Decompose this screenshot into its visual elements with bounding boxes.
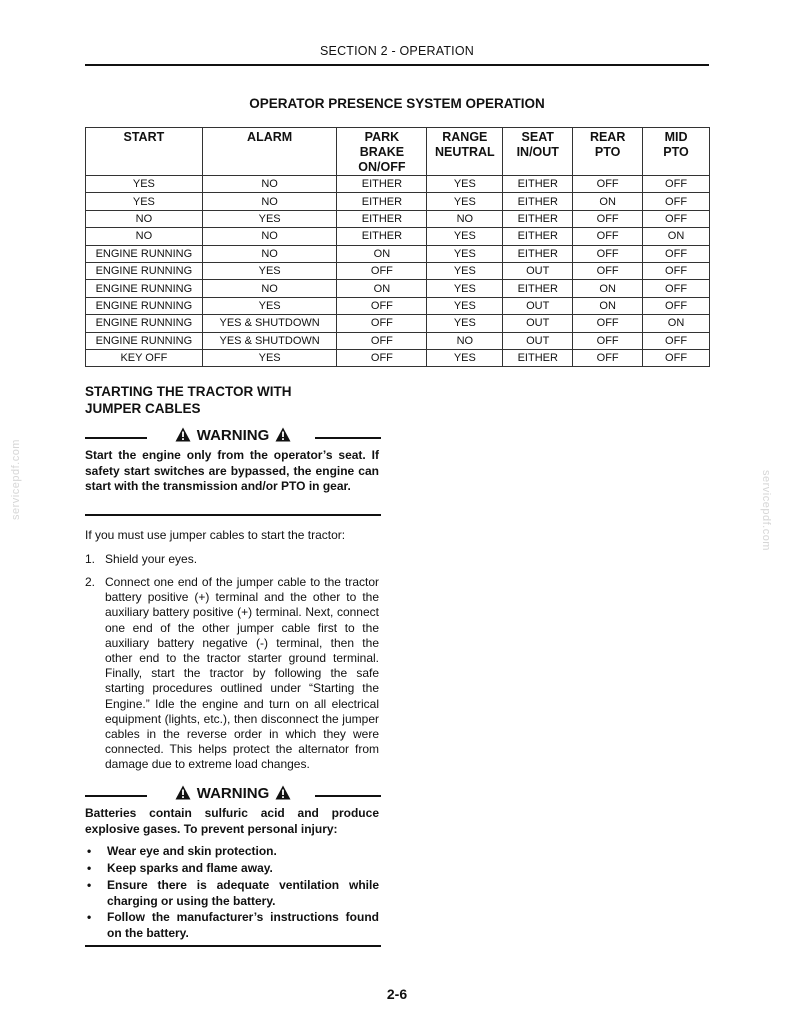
- column-header: [503, 128, 573, 176]
- warning-label: WARNING: [196, 785, 270, 802]
- table-cell: ON: [337, 245, 427, 262]
- table-cell: OFF: [643, 332, 710, 349]
- step-text: Connect one end of the jumper cable to the tractor battery positive (+) terminal and the other to the auxiliary battery positive (+) terminal. Next, connect one end of the other jumper cable first to the auxiliary battery negative (-) terminal, then the other end to the tractor starter ground terminal. Finally, start the tractor by following the safe starting procedures outlined under “Starting the Engine.” Idle the engine and turn on all electrical equipment (lights, etc.), then disconnect the jumper cables in the reverse order in which they were connected. This helps protect the alternator from damage due to extreme load changes.: [105, 575, 379, 772]
- step-text: Shield your eyes.: [105, 552, 198, 566]
- table-cell: OUT: [503, 297, 573, 314]
- column-header-line: ON/OFF: [358, 160, 406, 174]
- table-cell: ENGINE RUNNING: [86, 280, 203, 297]
- table-cell: NO: [86, 228, 203, 245]
- table-cell: YES: [202, 262, 337, 279]
- column-header-line: REAR: [589, 130, 626, 144]
- table-cell: EITHER: [503, 193, 573, 210]
- page-number: 2-6: [386, 986, 408, 1002]
- table-cell: ON: [643, 315, 710, 332]
- table-body: [86, 176, 710, 367]
- warning-triangle-icon: [275, 785, 291, 800]
- warning-triangle-icon: [175, 427, 191, 442]
- table-cell: OFF: [643, 176, 710, 193]
- table-cell: ON: [573, 193, 643, 210]
- table-cell: EITHER: [337, 228, 427, 245]
- table-cell: OFF: [643, 210, 710, 227]
- table-cell: OFF: [573, 262, 643, 279]
- warning-text-1: Start the engine only from the operator’s seat. If safety start switches are bypassed, the engine can start with the transmission and/or PTO in gear.: [85, 448, 379, 493]
- bullet-item: • Wear eye and skin protection.: [85, 844, 379, 860]
- table-cell: EITHER: [503, 210, 573, 227]
- table-cell: EITHER: [337, 176, 427, 193]
- header-rule: [85, 64, 709, 66]
- table-cell: OFF: [337, 349, 427, 366]
- table-cell: EITHER: [337, 210, 427, 227]
- column-header-line: RANGE: [442, 130, 488, 144]
- table-cell: OFF: [643, 297, 710, 314]
- column-header: [202, 128, 337, 176]
- table-cell: OUT: [503, 315, 573, 332]
- table-cell: ENGINE RUNNING: [86, 332, 203, 349]
- column-header: [427, 128, 503, 176]
- table-cell: ON: [643, 228, 710, 245]
- step-1: [85, 552, 379, 567]
- table-row: [86, 245, 710, 262]
- table-cell: YES: [86, 193, 203, 210]
- column-header-line: SEAT: [521, 130, 554, 144]
- table-cell: KEY OFF: [86, 349, 203, 366]
- table-cell: YES: [427, 245, 503, 262]
- table-cell: NO: [86, 210, 203, 227]
- bullet-text: Wear eye and skin protection.: [107, 844, 277, 858]
- bullet-text: Ensure there is adequate ventilation while charging or using the battery.: [107, 878, 379, 908]
- table-cell: YES: [427, 349, 503, 366]
- table-cell: YES: [202, 210, 337, 227]
- table-cell: NO: [202, 176, 337, 193]
- table-cell: ENGINE RUNNING: [86, 315, 203, 332]
- operator-presence-table: [85, 127, 710, 367]
- table-cell: YES: [427, 228, 503, 245]
- table-cell: YES: [86, 176, 203, 193]
- table-cell: OFF: [573, 315, 643, 332]
- watermark-left: servicepdf.com: [10, 439, 22, 520]
- column-header: [86, 128, 203, 176]
- table-row: [86, 193, 710, 210]
- column-header: [337, 128, 427, 176]
- heading-line-1: STARTING THE TRACTOR WITH: [85, 384, 292, 399]
- table-cell: OFF: [337, 315, 427, 332]
- warning-label: WARNING: [196, 427, 270, 444]
- column-header-line: BRAKE: [359, 145, 405, 159]
- warning-banner-1: [85, 426, 381, 446]
- table-cell: EITHER: [503, 280, 573, 297]
- column-header-line: IN/OUT: [516, 145, 559, 159]
- table-cell: YES: [202, 297, 337, 314]
- table-cell: EITHER: [503, 228, 573, 245]
- table-cell: EITHER: [337, 193, 427, 210]
- table-cell: OUT: [503, 332, 573, 349]
- bullet-item: • Follow the manufacturer’s instructions found on the battery.: [87, 910, 379, 940]
- table-cell: YES: [427, 280, 503, 297]
- table-cell: OFF: [643, 245, 710, 262]
- table-cell: YES: [427, 297, 503, 314]
- table-row: [86, 315, 710, 332]
- step-number: 2.: [85, 575, 96, 589]
- column-header: [573, 128, 643, 176]
- column-header-line: ALARM: [247, 130, 293, 144]
- step-2: [85, 575, 379, 773]
- step-number: 1.: [85, 552, 96, 566]
- table-title: OPERATOR PRESENCE SYSTEM OPERATION: [249, 96, 545, 111]
- table-cell: NO: [202, 280, 337, 297]
- table-row: [86, 349, 710, 366]
- table-cell: OFF: [573, 245, 643, 262]
- warning-triangle-icon: [275, 427, 291, 442]
- warning-end-rule-1: [85, 514, 381, 516]
- table-cell: YES & SHUTDOWN: [202, 332, 337, 349]
- warning-banner-2: [85, 784, 381, 804]
- table-cell: ENGINE RUNNING: [86, 297, 203, 314]
- table-cell: YES: [427, 315, 503, 332]
- table-cell: OFF: [643, 262, 710, 279]
- bullet-text: Follow the manufacturer’s instructions found on the battery.: [107, 910, 379, 940]
- table-cell: OFF: [337, 297, 427, 314]
- table-cell: YES: [427, 176, 503, 193]
- section-header: SECTION 2 - OPERATION: [320, 44, 474, 58]
- heading-line-2: JUMPER CABLES: [85, 400, 201, 416]
- table-cell: ENGINE RUNNING: [86, 245, 203, 262]
- table-cell: YES: [427, 193, 503, 210]
- table-cell: NO: [427, 210, 503, 227]
- table-cell: OFF: [643, 349, 710, 366]
- jumper-cables-heading: [85, 384, 385, 417]
- table-cell: ON: [573, 297, 643, 314]
- table-row: [86, 210, 710, 227]
- table-cell: OFF: [573, 176, 643, 193]
- column-header-line: PTO: [663, 145, 689, 159]
- table-cell: OFF: [337, 332, 427, 349]
- table-cell: YES: [202, 349, 337, 366]
- warning-end-rule-2: [85, 945, 381, 947]
- column-header-line: PARK: [364, 130, 400, 144]
- warning-triangle-icon: [175, 785, 191, 800]
- table-cell: NO: [202, 245, 337, 262]
- bullet-item: • Keep sparks and flame away.: [85, 861, 379, 877]
- column-header-line: NEUTRAL: [434, 145, 495, 159]
- table-row: [86, 280, 710, 297]
- table-row: [86, 176, 710, 193]
- table-cell: YES & SHUTDOWN: [202, 315, 337, 332]
- column-header-line: PTO: [594, 145, 621, 159]
- table-cell: EITHER: [503, 349, 573, 366]
- table-cell: ON: [573, 280, 643, 297]
- table-cell: NO: [427, 332, 503, 349]
- bullet-item: • Ensure there is adequate ventilation while charging or using the battery.: [87, 878, 379, 908]
- column-header: [643, 128, 710, 176]
- table-cell: NO: [202, 228, 337, 245]
- battery-warning-text: Batteries contain sulfuric acid and produce explosive gases. To prevent personal injury:: [85, 806, 379, 836]
- bullet-text: Keep sparks and flame away.: [107, 861, 273, 875]
- table-cell: OFF: [573, 228, 643, 245]
- table-cell: EITHER: [503, 176, 573, 193]
- table-row: [86, 228, 710, 245]
- table-cell: OFF: [573, 210, 643, 227]
- table-cell: ON: [337, 280, 427, 297]
- table-cell: OFF: [643, 193, 710, 210]
- jumper-intro: If you must use jumper cables to start the tractor:: [85, 528, 346, 542]
- table-cell: YES: [427, 262, 503, 279]
- table-cell: OFF: [643, 280, 710, 297]
- watermark-right: servicepdf.com: [760, 470, 772, 551]
- table-header-row: [86, 128, 710, 176]
- table-cell: OFF: [337, 262, 427, 279]
- table-row: [86, 332, 710, 349]
- column-header-line: START: [123, 130, 165, 144]
- table-cell: OFF: [573, 332, 643, 349]
- table-cell: OFF: [573, 349, 643, 366]
- table-cell: NO: [202, 193, 337, 210]
- table-cell: OUT: [503, 262, 573, 279]
- table-row: [86, 262, 710, 279]
- table-cell: ENGINE RUNNING: [86, 262, 203, 279]
- table-row: [86, 297, 710, 314]
- column-header-line: MID: [664, 130, 688, 144]
- table-cell: EITHER: [503, 245, 573, 262]
